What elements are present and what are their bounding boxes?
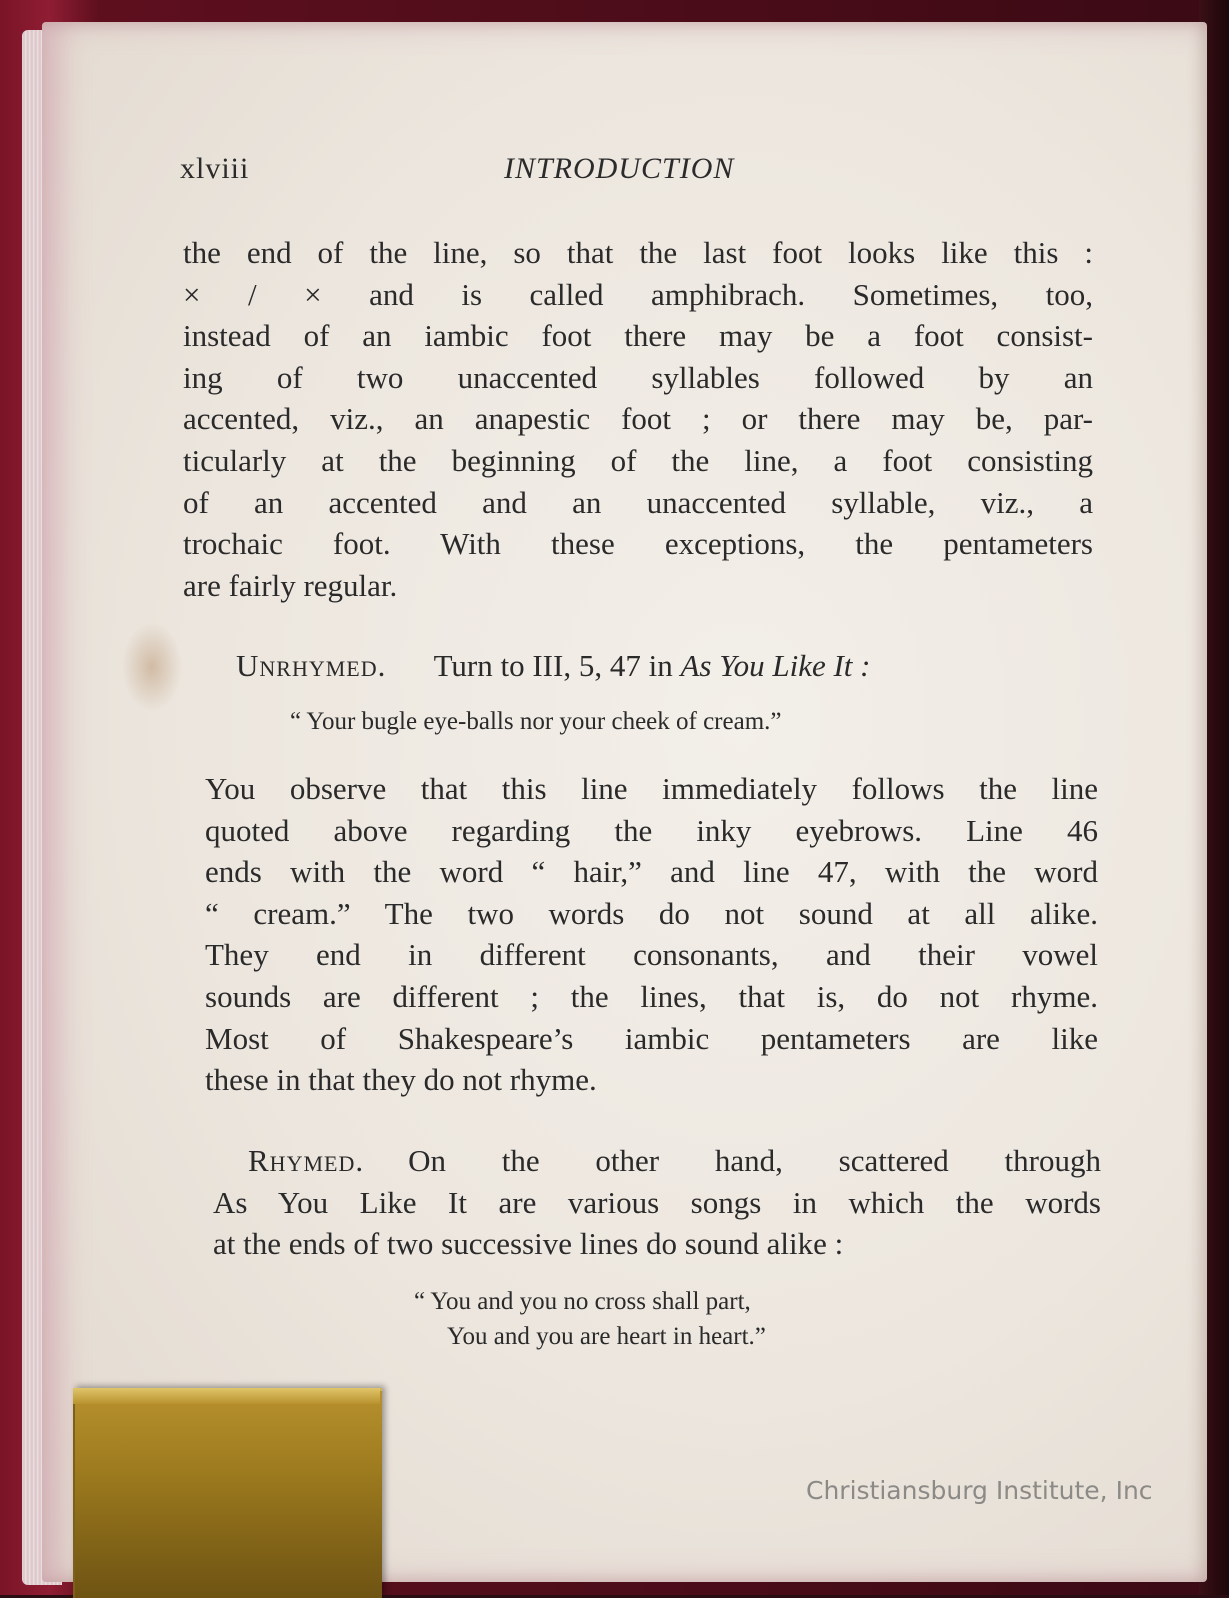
text-line: are fairly regular. bbox=[183, 567, 398, 603]
text-line: accented, viz., an anapestic foot ; or there may be, par- bbox=[183, 401, 1093, 437]
rhymed-text: On the other hand, scattered through bbox=[408, 1143, 1101, 1178]
section-label-unrhymed: Unrhymed. bbox=[236, 648, 387, 683]
section-label-rhymed: Rhymed. bbox=[248, 1143, 365, 1178]
text-line: × / × and is called amphibrach. Sometimes, too, bbox=[183, 276, 1093, 312]
paragraph-rhymed bbox=[213, 1140, 1101, 1265]
verse-line: You and you are heart in heart.” bbox=[447, 1323, 766, 1350]
text-line: “ cream.” The two words do not sound at all alike. bbox=[205, 895, 1098, 931]
text-line: sounds are different ; the lines, that is, do not rhyme. bbox=[205, 978, 1098, 1014]
gold-bookmark bbox=[73, 1388, 382, 1598]
text-line: instead of an iambic foot there may be a foot consist- bbox=[183, 318, 1093, 354]
text-line: of an accented and an unaccented syllable, viz., a bbox=[183, 484, 1093, 520]
text-line: ends with the word “ hair,” and line 47, with the word bbox=[205, 854, 1098, 890]
text-line: at the ends of two successive lines do sound alike : bbox=[213, 1226, 844, 1262]
text-line: ing of two unaccented syllables followed by an bbox=[183, 359, 1093, 395]
text-line: trochaic foot. With these exceptions, the pentameters bbox=[183, 526, 1093, 562]
page-stain bbox=[122, 622, 182, 712]
text-line: the end of the line, so that the last foot looks like this : bbox=[183, 235, 1093, 270]
text-line: They end in different consonants, and their vowel bbox=[205, 937, 1098, 973]
page-header bbox=[180, 152, 1090, 192]
quoted-line: “ Your bugle eye-balls nor your cheek of cream.” bbox=[290, 708, 782, 735]
watermark: Christiansburg Institute, Inc bbox=[806, 1476, 1153, 1505]
page-number: xlviii bbox=[180, 152, 250, 185]
text-line: Most of Shakespeare’s iambic pentameters are like bbox=[205, 1020, 1098, 1056]
verse-line: “ You and you no cross shall part, bbox=[414, 1288, 751, 1315]
text-line: You observe that this line immediately follows the line bbox=[205, 771, 1098, 806]
text-line: quoted above regarding the inky eyebrows. Line 46 bbox=[205, 812, 1098, 848]
paragraph-unrhymed bbox=[205, 768, 1098, 1101]
text-line bbox=[213, 1140, 1101, 1182]
play-title: As You Like It : bbox=[680, 648, 871, 683]
unrhymed-heading bbox=[236, 648, 1098, 684]
gold-bookmark-edge bbox=[73, 1388, 380, 1404]
unrhymed-reference: Turn to III, 5, 47 in bbox=[433, 648, 673, 683]
text-line: As You Like It are various songs in which the words bbox=[213, 1184, 1101, 1220]
text-line: these in that they do not rhyme. bbox=[205, 1062, 597, 1098]
running-title: INTRODUCTION bbox=[504, 152, 735, 185]
verse-quote bbox=[414, 1284, 934, 1354]
text-line: ticularly at the beginning of the line, a foot consisting bbox=[183, 442, 1093, 478]
paragraph-meter bbox=[183, 232, 1093, 606]
